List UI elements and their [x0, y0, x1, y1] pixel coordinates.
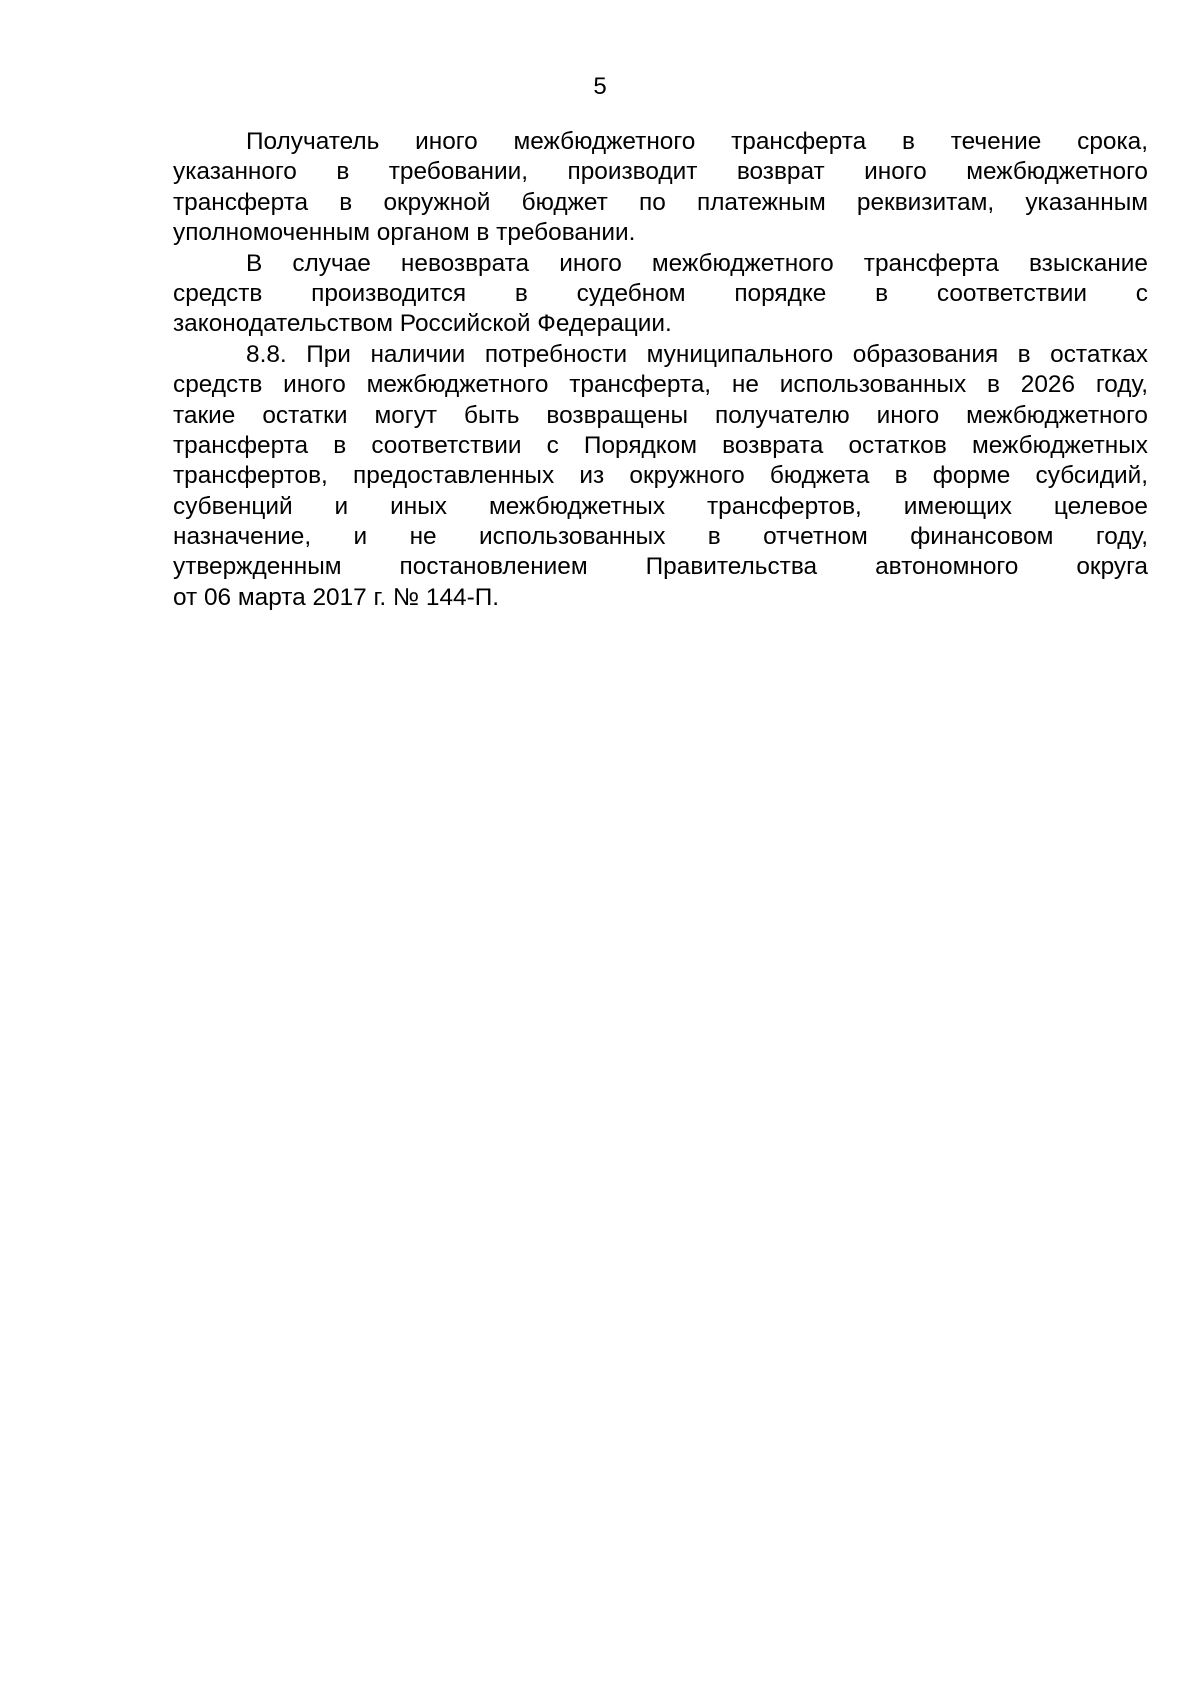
text-line: законодательством Российской Федерации. — [173, 310, 672, 338]
text-line: от 06 марта 2017 г. № 144-П. — [173, 583, 500, 611]
text-line: субвенций и иных межбюджетных трансфертов, имеющих целевое — [173, 492, 1148, 520]
text-line: уполномоченным органом в требовании. — [173, 219, 636, 247]
text-line: средств иного межбюджетного трансферта, не использованных в 2026 году, — [173, 371, 1148, 399]
text-line: назначение, и не использованных в отчетном финансовом году, — [173, 523, 1148, 551]
text-line: трансфертов, предоставленных из окружного бюджета в форме субсидий, — [173, 462, 1148, 490]
paragraph-8-8 — [173, 340, 1148, 614]
text-line: средств производится в судебном порядке в соответствии с — [173, 279, 1148, 307]
text-line: трансферта в окружной бюджет по платежным реквизитам, указанным — [173, 188, 1148, 216]
document-body — [173, 127, 1148, 613]
text-line: утвержденным постановлением Правительства автономного округа — [173, 553, 1148, 581]
text-line: Получатель иного межбюджетного трансферта в течение срока, — [246, 128, 1148, 155]
text-line: указанного в требовании, производит возврат иного межбюджетного — [173, 158, 1148, 186]
text-line: такие остатки могут быть возвращены получателю иного межбюджетного — [173, 401, 1148, 429]
text-line: трансферта в соответствии с Порядком возврата остатков межбюджетных — [173, 431, 1148, 459]
paragraph-non-return — [173, 249, 1148, 340]
text-line: 8.8. При наличии потребности муниципального образования в остатках — [246, 340, 1148, 368]
text-line: В случае невозврата иного межбюджетного трансферта взыскание — [246, 249, 1148, 277]
page-number: 5 — [593, 73, 607, 100]
paragraph-return-procedure — [173, 127, 1148, 249]
